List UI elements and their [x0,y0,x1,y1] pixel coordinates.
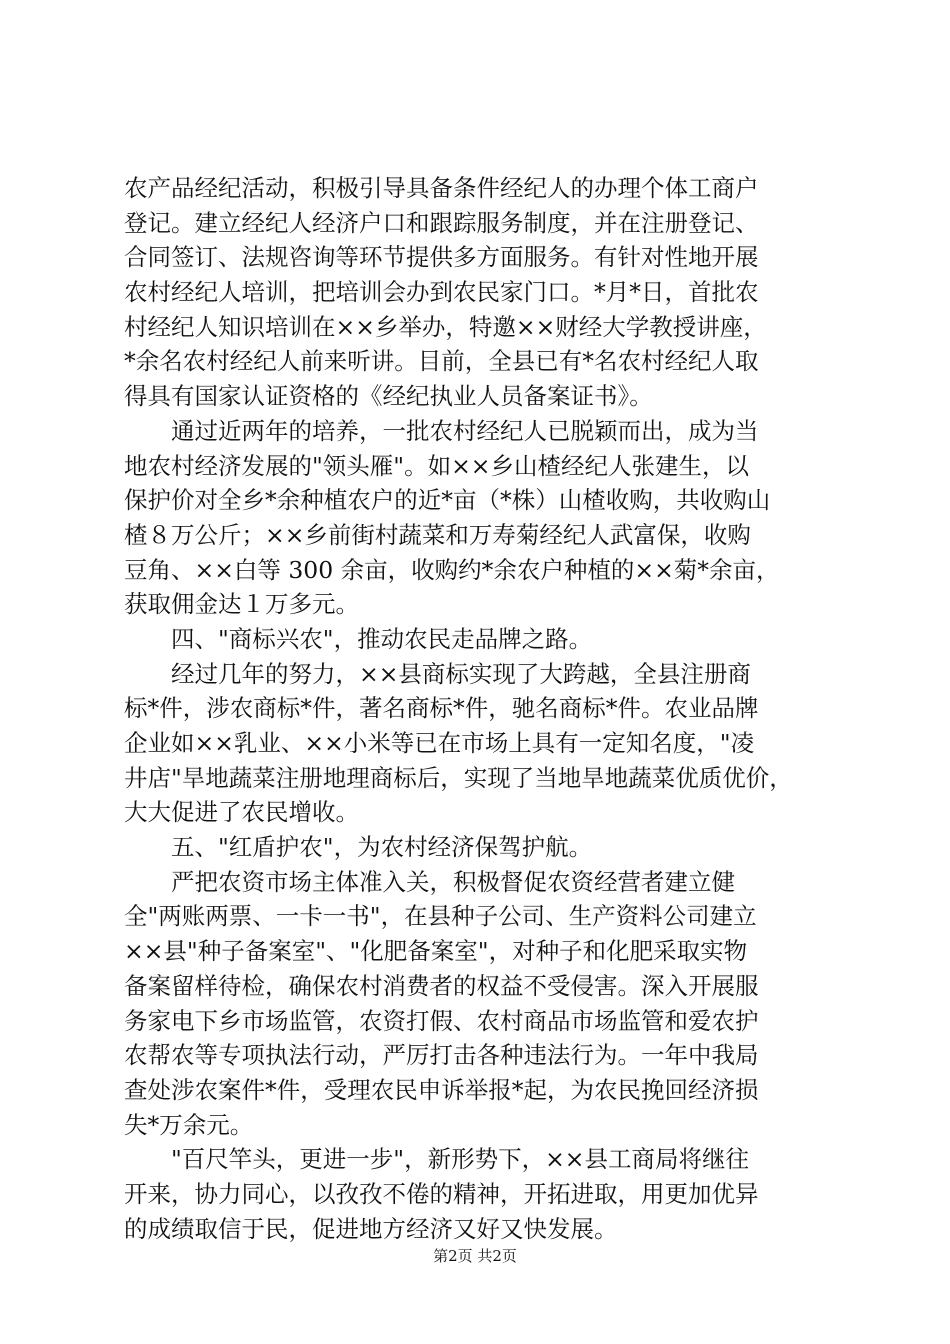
text-line: 开来，协力同心，以孜孜不倦的精神，开拓进取，用更加优异 [124,1179,759,1208]
text-line: 的成绩取信于民，促进地方经济又好又快发展。 [124,1214,618,1243]
text-line: 农帮农等专项执法行动，严厉打击各种违法行为。一年中我局 [124,1041,759,1070]
text-line: 严把农资市场主体准入关，积极督促农资经营者建立健 [124,867,735,896]
text-line: 大大促进了农民增收。 [124,798,359,827]
text-line: "百尺竿头，更进一步"，新形势下，××县工商局将继往 [124,1145,749,1174]
text-line: 地农村经济发展的"领头雁"。如××乡山楂经纪人张建生，以 [124,451,749,480]
text-line: 通过近两年的培养，一批农村经纪人已脱颖而出，成为当 [124,416,759,445]
page-footer: 第2页 共2页 [433,1247,517,1265]
text-line: 全"两账两票、一卡一书"，在县种子公司、生产资料公司建立 [124,902,757,931]
text-line: 企业如××乳业、××小米等已在市场上具有一定知名度，"凌 [124,729,755,757]
text-line: 楂８万公斤；××乡前街村蔬菜和万寿菊经纪人武富保，收购 [124,520,751,549]
text-line: 备案留样待检，确保农村消费者的权益不受侵害。深入开展服 [124,971,759,1000]
text-line: 合同签订、法规咨询等环节提供多方面服务。有针对性地开展 [124,243,759,272]
text-line: 井店"旱地蔬菜注册地理商标后，实现了当地旱地蔬菜优质优价， [124,763,793,792]
text-line: 查处涉农案件*件，受理农民申诉举报*起，为农民挽回经济损 [124,1075,759,1104]
text-line: 经过几年的努力，××县商标实现了大跨越，全县注册商 [124,659,751,688]
text-line: 农村经纪人培训，把培训会办到农民家门口。*月*日，首批农 [124,278,759,307]
text-line: 登记。建立经纪人经济户口和跟踪服务制度，并在注册登记、 [124,208,759,237]
text-line: 得具有国家认证资格的《经纪执业人员备案证书》。 [124,382,653,411]
text-line: 标*件，涉农商标*件，著名商标*件，驰名商标*件。农业品牌 [124,694,759,723]
text-line: *余名农村经纪人前来听讲。目前，全县已有*名农村经纪人取 [124,347,759,376]
text-line: 四、"商标兴农"，推动农民走品牌之路。 [124,624,593,653]
body-text [124,171,844,1246]
text-line: 务家电下乡市场监管，农资打假、农村商品市场监管和爱农护 [124,1006,759,1035]
text-line: 村经纪人知识培训在××乡举办，特邀××财经大学教授讲座， [124,312,767,341]
text-line: 豆角、××白等 300 余亩，收购约*余农户种植的××菊*余亩， [124,555,780,584]
text-line: 保护价对全乡*余种植农户的近*亩（*株）山楂收购，共收购山 [124,486,771,515]
text-line: 失*万余元。 [124,1110,254,1139]
text-line: 五、"红盾护农"，为农村经济保驾护航。 [124,833,593,862]
text-line: 农产品经纪活动，积极引导具备条件经纪人的办理个体工商户 [124,174,759,202]
text-line: 获取佣金达１万多元。 [124,590,359,619]
text-line: ××县"种子备案室"、"化肥备案室"，对种子和化肥采取实物 [124,937,748,966]
